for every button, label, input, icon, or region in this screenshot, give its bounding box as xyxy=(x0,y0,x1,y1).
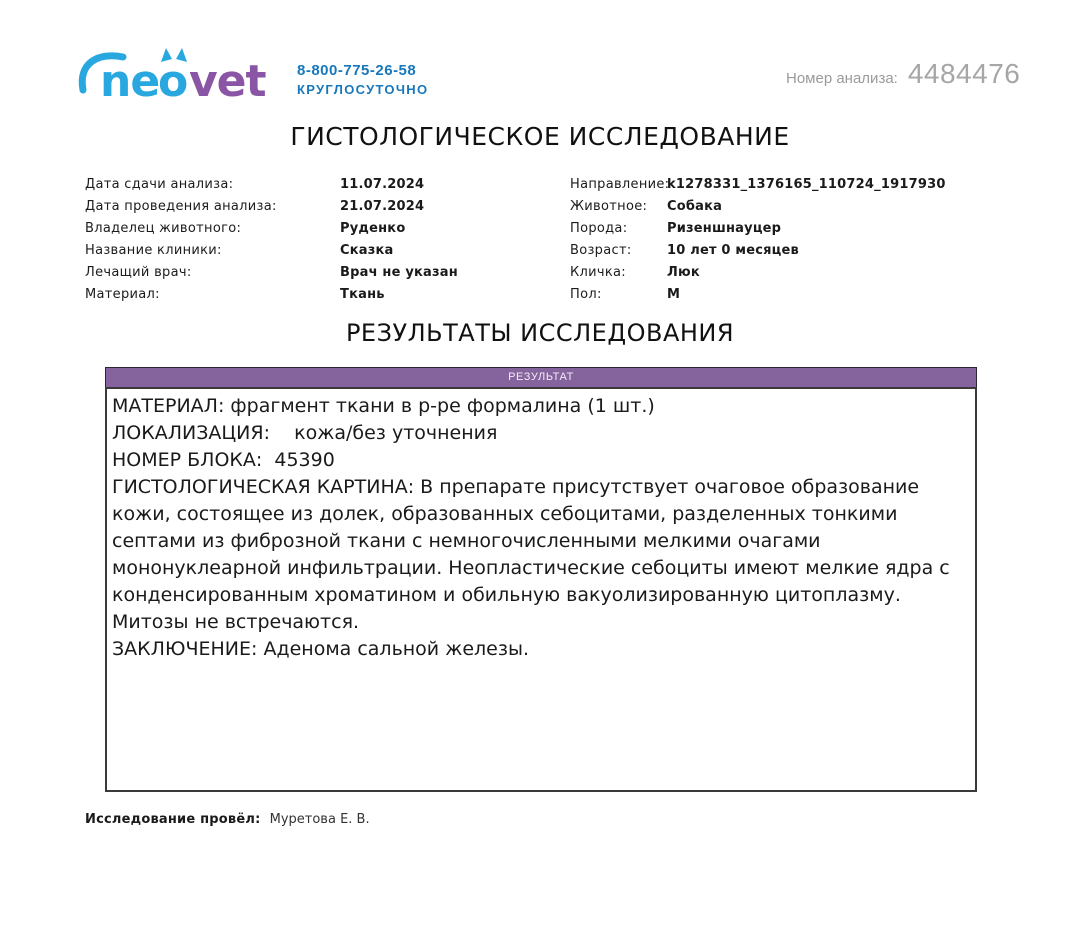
info-label: Пол: xyxy=(570,286,602,302)
page-title: ГИСТОЛОГИЧЕСКОЕ ИССЛЕДОВАНИЕ xyxy=(290,122,790,151)
result-table-body xyxy=(105,387,977,792)
performed-by xyxy=(85,812,370,827)
logo-text-vet: vet xyxy=(189,56,266,106)
info-row-submit-date xyxy=(85,173,565,195)
phone-number: 8-800-775-26-58 xyxy=(297,62,417,79)
info-label: Дата сдачи анализа: xyxy=(85,176,234,192)
info-value: Руденко xyxy=(340,220,406,236)
result-material: МАТЕРИАЛ: фрагмент ткани в р-ре формалина (1 шт.) xyxy=(112,395,655,417)
result-block-number: НОМЕР БЛОКА: 45390 xyxy=(112,449,335,471)
logo-text-ne: ne xyxy=(100,56,160,106)
result-histology: ГИСТОЛОГИЧЕСКАЯ КАРТИНА: В препарате присутствует очаговое образование кожи, состоящее из долек, образованных себоцитами, разделенных тонкими септами из фиброзной ткани с немногочисленными мелкими очагами мононуклеарной инфильтрации. Неопластические себоциты имеют мелкие ядра с конденсированным хроматином и обильную вакуолизированную цитоплазму. Митозы не встречаются. xyxy=(112,476,956,633)
info-value: М xyxy=(667,286,681,302)
info-label: Владелец животного: xyxy=(85,220,242,236)
result-table-header: РЕЗУЛЬТАТ xyxy=(105,367,977,387)
info-value: Сказка xyxy=(340,242,394,258)
info-column-left xyxy=(85,173,565,305)
neovet-logo-icon xyxy=(76,46,276,106)
info-row-doctor xyxy=(85,261,565,283)
info-label: Животное: xyxy=(570,198,648,214)
info-label: Название клиники: xyxy=(85,242,222,258)
result-localization: ЛОКАЛИЗАЦИЯ: кожа/без уточнения xyxy=(112,422,498,444)
info-value: 10 лет 0 месяцев xyxy=(667,242,799,258)
info-value: 11.07.2024 xyxy=(340,176,425,192)
info-label: Направление: xyxy=(570,176,670,192)
info-column-right xyxy=(570,173,995,305)
info-row-owner xyxy=(85,217,565,239)
info-label: Возраст: xyxy=(570,242,632,258)
result-conclusion: ЗАКЛЮЧЕНИЕ: Аденома сальной железы. xyxy=(112,638,529,660)
analysis-number-block xyxy=(786,58,1020,90)
info-row-material xyxy=(85,283,565,305)
results-section-title: РЕЗУЛЬТАТЫ ИССЛЕДОВАНИЯ xyxy=(345,319,735,347)
analysis-number-value: 4484476 xyxy=(907,58,1021,89)
info-value: Люк xyxy=(667,264,700,280)
info-row-analysis-date xyxy=(85,195,565,217)
info-value: Врач не указан xyxy=(340,264,458,280)
phone-block xyxy=(297,62,428,97)
performed-by-label: Исследование провёл: xyxy=(85,812,261,827)
info-value: k1278331_1376165_110724_1917930 xyxy=(667,176,946,192)
phone-note: КРУГЛОСУТОЧНО xyxy=(297,82,429,97)
info-label: Дата проведения анализа: xyxy=(85,198,277,214)
performed-by-value: Муретова Е. В. xyxy=(269,812,370,827)
info-value: Ткань xyxy=(340,286,385,302)
info-value: 21.07.2024 xyxy=(340,198,425,214)
info-row-age xyxy=(570,239,995,261)
info-label: Кличка: xyxy=(570,264,626,280)
logo-text-o: o xyxy=(158,56,189,106)
info-row-clinic xyxy=(85,239,565,261)
info-row-referral xyxy=(570,173,995,195)
info-value: Собака xyxy=(667,198,723,214)
info-value: Ризеншнауцер xyxy=(667,220,782,236)
neovet-logo xyxy=(76,46,276,110)
info-label: Материал: xyxy=(85,286,160,302)
info-row-sex xyxy=(570,283,995,305)
info-row-breed xyxy=(570,217,995,239)
info-label: Порода: xyxy=(570,220,628,236)
info-row-nickname xyxy=(570,261,995,283)
info-label: Лечащий врач: xyxy=(85,264,192,280)
result-table xyxy=(105,367,977,792)
info-row-animal xyxy=(570,195,995,217)
analysis-number-label: Номер анализа: xyxy=(786,70,898,87)
